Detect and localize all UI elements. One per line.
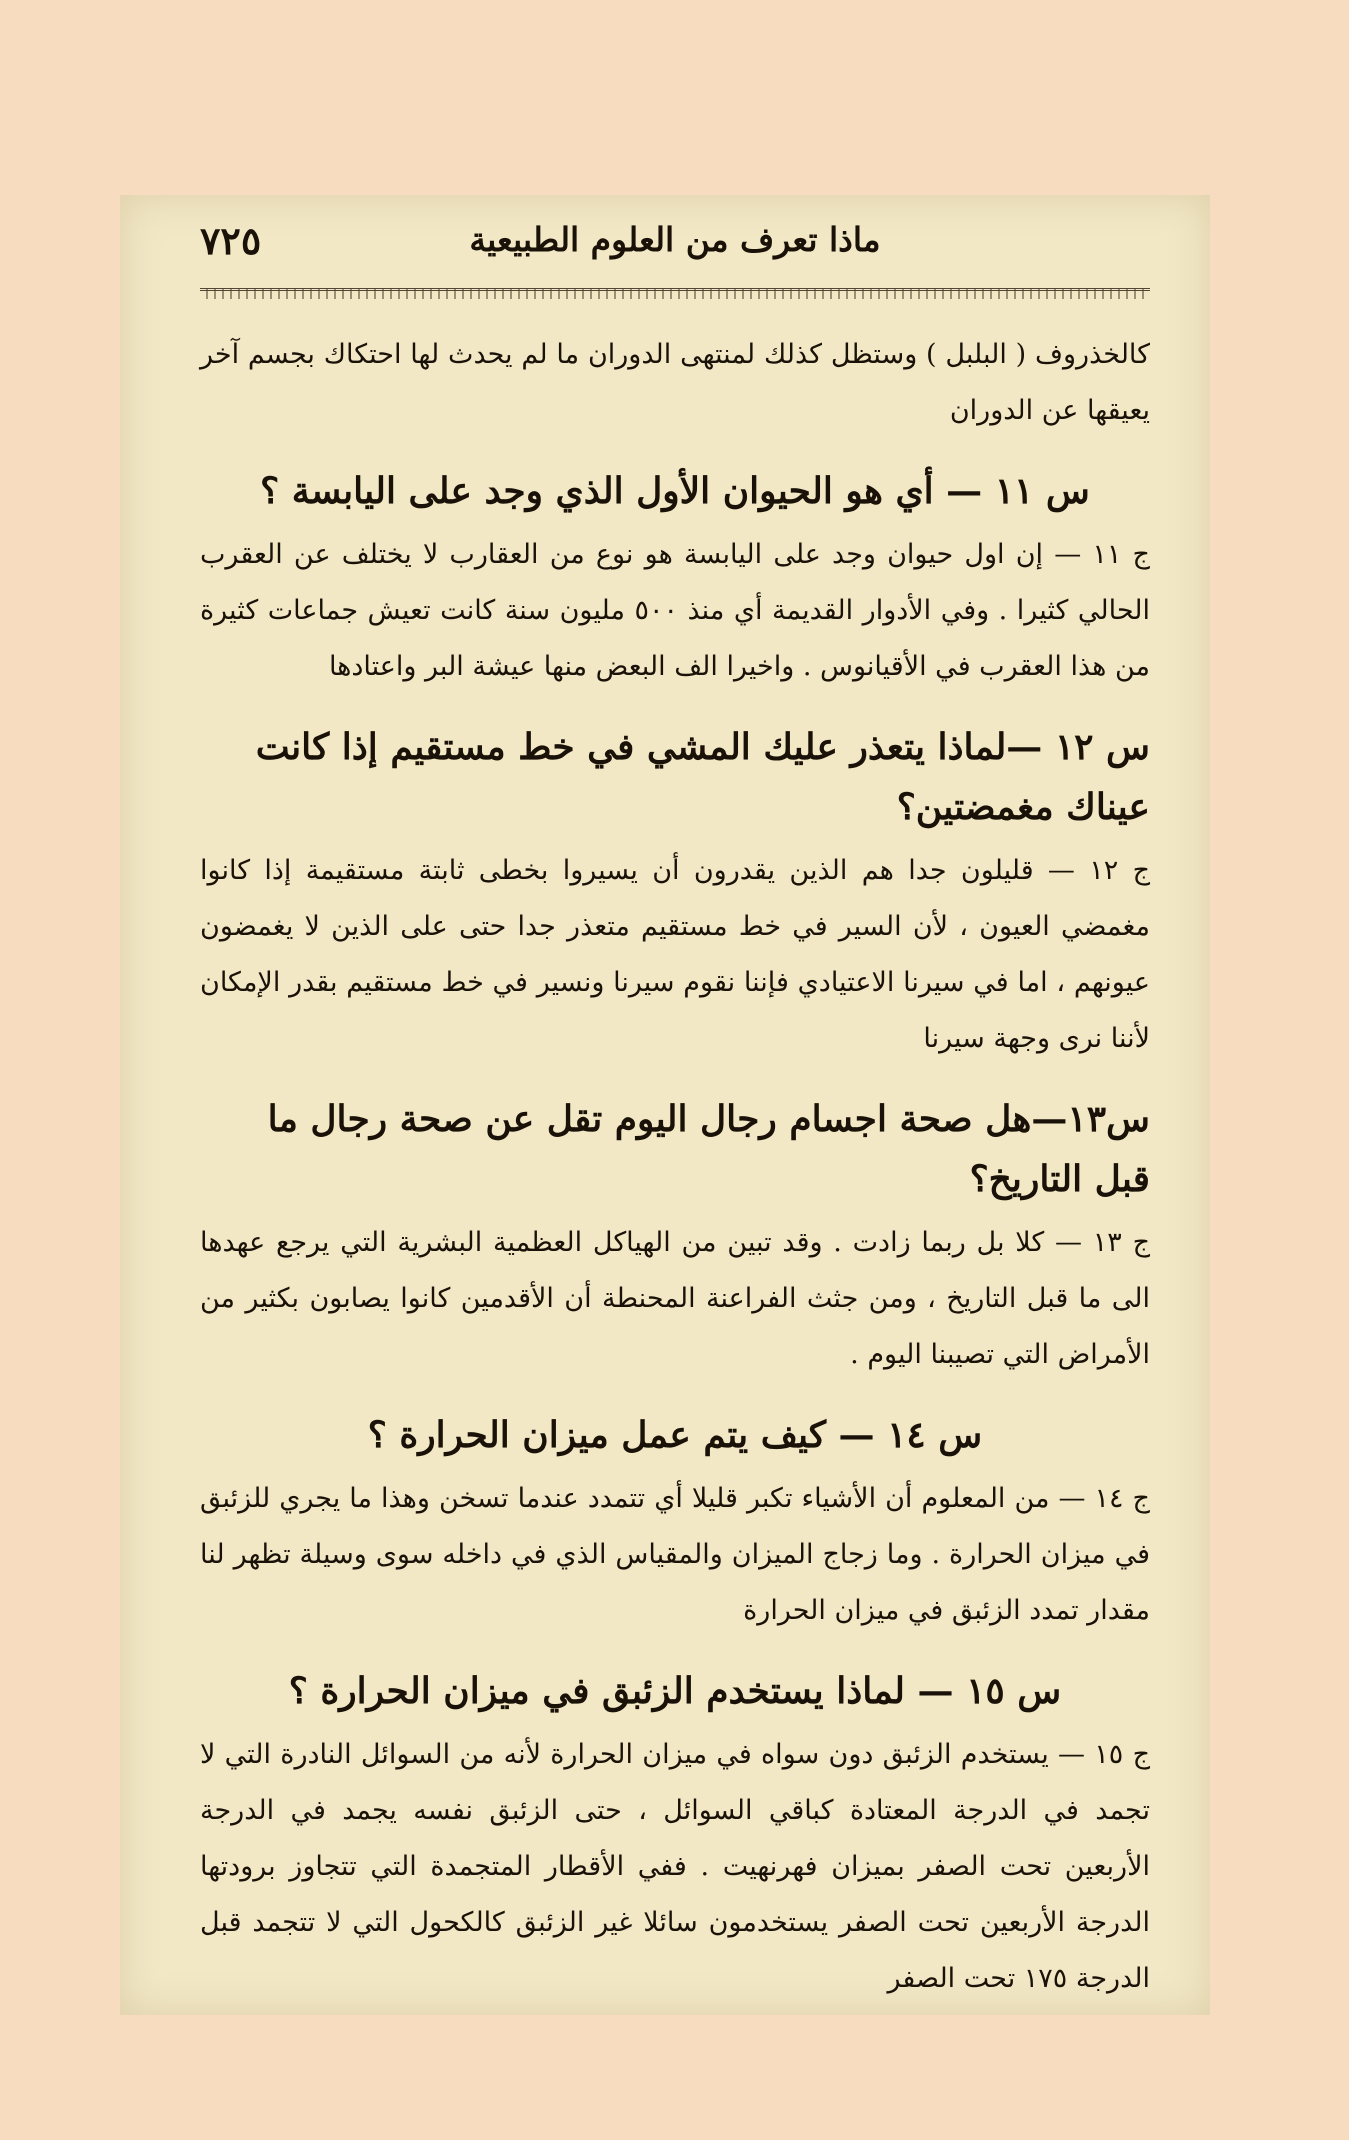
page-number: ٧٢٥ — [200, 218, 262, 263]
question-13: س١٣—هل صحة اجسام رجال اليوم تقل عن صحة رجال ما قبل التاريخ؟ — [267, 1098, 1150, 1200]
question-14: س ١٤ — كيف يتم عمل ميزان الحرارة ؟ — [367, 1414, 983, 1456]
page-content — [200, 210, 1150, 1994]
running-title: ماذا تعرف من العلوم الطبيعية — [469, 220, 881, 259]
answer-13: ج ١٣ — كلا بل ربما زادت . وقد تبين من الهياكل العظمية البشرية التي يرجع عهدها الى ما قبل التاريخ ، ومن جثث الفراعنة المحنطة أن الأقدمين كانوا يصابون بكثير من الأمراض التي تصيبنا اليوم . — [200, 1227, 1150, 1370]
answer-15: ج ١٥ — يستخدم الزئبق دون سواه في ميزان الحرارة لأنه من السوائل النادرة التي لا تجمد في الدرجة المعتادة كباقي السوائل ، حتى الزئبق نفسه يجمد في الدرجة الأربعين تحت الصفر بميزان فهرنهيت . ففي الأقطار المتجمدة التي تتجاوز برودتها الدرجة الأربعين تحت الصفر يستخدمون سائلا غير الزئبق كالكحول التي لا تتجمد قبل الدرجة ١٧٥ تحت الصفر — [200, 1739, 1150, 1994]
page-header — [200, 210, 1150, 280]
question-11: س ١١ — أي هو الحيوان الأول الذي وجد على اليابسة ؟ — [260, 470, 1090, 512]
answer-11: ج ١١ — إن اول حيوان وجد على اليابسة هو نوع من العقارب لا يختلف عن العقرب الحالي كثيرا . وفي الأدوار القديمة أي منذ ٥٠٠ مليون سنة كانت تعيش جماعات كثيرة من هذا العقرب في الأقيانوس . واخيرا الف البعض منها عيشة البر واعتادها — [200, 539, 1150, 682]
intro-paragraph: كالخذروف ( البلبل ) وستظل كذلك لمنتهى الدوران ما لم يحدث لها احتكاك بجسم آخر يعيقها عن الدوران — [200, 339, 1150, 426]
answer-14: ج ١٤ — من المعلوم أن الأشياء تكبر قليلا أي تتمدد عندما تسخن وهذا ما يجري للزئبق في ميزان الحرارة . وما زجاج الميزان والمقياس الذي في داخله سوى وسيلة تظهر لنا مقدار تمدد الزئبق في ميزان الحرارة — [200, 1483, 1150, 1626]
answer-12: ج ١٢ — قليلون جدا هم الذين يقدرون أن يسيروا بخطى ثابتة مستقيمة إذا كانوا مغمضي العيون ، لأن السير في خط مستقيم متعذر جدا حتى على الذين لا يغمضون عيونهم ، اما في سيرنا الاعتيادي فإننا نقوم سيرنا ونسير في خط مستقيم بقدر الإمكان لأننا نرى وجهة سيرنا — [200, 855, 1150, 1054]
question-12: س ١٢ —لماذا يتعذر عليك المشي في خط مستقيم إذا كانت عيناك مغمضتين؟ — [255, 726, 1150, 828]
question-15: س ١٥ — لماذا يستخدم الزئبق في ميزان الحرارة ؟ — [288, 1670, 1062, 1712]
header-rule — [200, 288, 1150, 299]
